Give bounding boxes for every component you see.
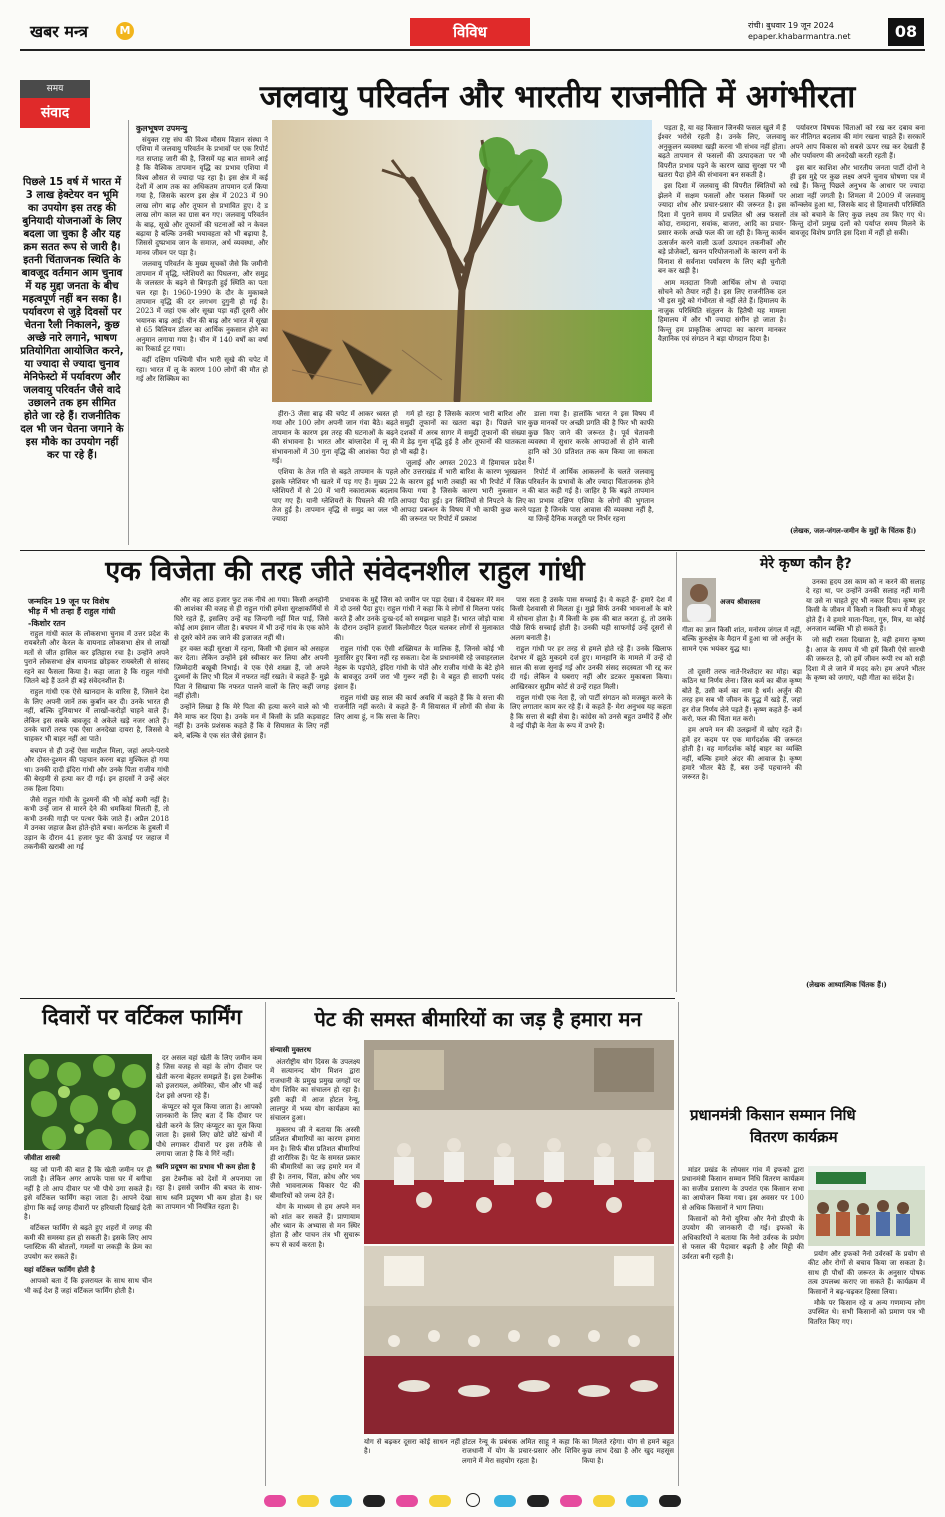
article6-col1 [682,1166,804,1486]
article6-headline-line1: प्रधानमंत्री किसान सम्मान निधि [690,1106,856,1124]
registration-dot [264,1495,286,1507]
article4-headline: दिवारों पर वर्टिकल फार्मिंग [42,1005,242,1029]
article4-col1 [24,1166,152,1486]
article1-para: इस बार काशिश और भारतीय जनता पार्टी दोनों ने ही इस मुद्दे पर कुछ लक्ष्य अपने चुनाव घोषणा पत्र में रखे हैं। किन्तु पिछले अनुभव के आधार पर ज्यादा आशा नहीं जगती है। शिमला में 2009 में जलवायु कॉन्क्लेव हुआ था, जिसके बाद से हिमालयी परिस्थिति तंत्र को बचाने के लिए कुछ लक्ष्य तय किए गए थे। किन्तु दोनों प्रमुख दलों को पर्याप्त समय मिलने के बावजूद विशेष प्रगति इस दिशा में नहीं हो सकी। [790,163,925,238]
article3-para: उनका हृदय उस काम को न करने की सलाह दे रहा था, पर उन्होंने उनकी सलाह नहीं मानी या उसे ना चाहते हुए भी नकार दिया। कृष्ण हर किसी के जीवन में किसी न किसी रूप में मौजूद होते हैं। वे हमारे माता-पिता, गुरु, मित्र, या कोई अनजान व्यक्ति भी हो सकते हैं। [806,578,925,634]
article3-intro: गीता का ज्ञान किसी शांत, मनोरम जंगल में नहीं, बल्कि कुरुक्षेत्र के मैदान में हुआ था जो अर्जुन के सामने एक भयंकर युद्ध था। [682,626,802,653]
article4-subhead: यहां वर्टिकल फार्मिंग होती है [24,1266,95,1275]
climate-tree-photo [272,120,652,402]
article1-para: रिपोर्ट में आर्थिक आकलनों के चलते जलवायु परिवर्तन के प्रभावों के और ज्यादा चिंताजनक होने की बात कही गई है। जाहिर है कि बढ़ते तापमान का प्रभाव दक्षिण एशिया के लोगों की भुगतान पड़ता है जिनके पास आवास की व्यवस्था नहीं है, या जिन्हें दैनिक मजदूरी पर निर्भर रहना [528,468,654,524]
author-photo [682,578,716,622]
article6-col2 [808,1250,925,1486]
article5-byline: संन्यासी मुक्तरथ [270,1046,311,1054]
article4-byline: जीवीता शास्त्री [24,1154,60,1162]
article2-para: प्रभावक के मुद्दें जिस को जमीन पर पड़ा देखा। वे देखकर मेरे मन में दो उनसे पैदा हुए। राहुल गांधी ने कहा कि वे लोगों से मिलना पसंद करते हैं और उनके दुःख-दर्द को समझना चाहते हैं। भारत जोड़ो यात्रा के दौरान उन्होंने हजारों किलोमीटर पैदल चलकर लोगों से मुलाकात की। [334,596,504,642]
samay-samvad-box [20,80,90,128]
article1-col2 [272,410,398,546]
article6-para: प्रयोग और इफको नैनो उर्वरकों के प्रयोग से कीट और रोगों से बचाव किया जा सकता है। साथ ही पौधों की जरूरत के अनुसार पोषक तत्व उपलब्ध कराए जा सकते हैं। कार्यक्रम में किसानों ने बढ़-चढ़कर हिस्सा लिया। [808,1250,925,1296]
article5-headline: पेट की समस्त बीमारियों का जड़ है हमारा मन [314,1007,642,1031]
article1-para: जलवायु परिवर्तन के मुख्य सूचकों जैसे कि जमीनी तापमान में वृद्धि, ग्लेशियरों का पिघलना, और समुद्र के जलस्तर के बढ़ने से बिगड़ती हुई स्थिति का पता चल रहा है। 1960-1990 के दौर के मुकाबले तापमान वृद्धि की दर लगभग दुगुनी हो गई है। 2023 में जहां एक ओर सूखा पड़ा वहीं दूसरी ओर भयानक बाढ़ आई। चीन की बाढ़ और भारत में सूखा से 65 बिलियन डॉलर का आर्थिक नुकसान होने का अनुमान लगाया गया है। चीन में 140 वर्षों का वर्षा का रिकार्ड टूट गया। [136,260,268,353]
article4-para: वर्टिकल फार्मिंग से बढ़ते हुए शहरों में जगह की कमी की समस्या हल हो सकती है। इसके लिए आप प्लास्टिक की बोतलों, गमलों या लकड़ी के फ्रेम का उपयोग कर सकते हैं। [24,1224,152,1261]
plants-wall-image [24,1054,152,1150]
article2-para: राहुल गांधी एक ऐसी शख्सियत के मालिक हैं, जिनसे कोई भी मुतासिर हुए बिना नहीं रह सकता। देश के प्रधानमंत्री रहे जवाहरलाल नेहरू के पड़पोते, इंदिरा गांधी के पोते और राजीव गांधी के बेटे होने के बावजूद उनमें जरा भी गुरूर नहीं है। वे बहुत ही सादगी पसंद इंसान हैं। [334,645,504,691]
article1-para: जुलाई और अगस्त 2023 में हिमाचल प्रदेश और उत्तराखंड में भारी बारिश के कारण भूस्खलन के कारण हुई भारी तबाही का भी रिपोर्ट में जिक्र किया गया है जिसके कारण भारी नुकसान न आपदा पैदा हुई। इन स्थितियों से निपटने के लिए आपदा प्रबन्धन के विषय में भी काफी कुछ करने की जरूरत पर रिपोर्ट में प्रकाश [400,459,526,524]
article1-para: हीरा-3 जैसा बाढ़ की चपेट में आकर ध्वस्त हो गया और 100 लोग अपनी जान गंवा बैठे। बढ़ते तापमान के कारण इस तरह की घटनाओं के बढ़ने की संभावना है। भारत और बांग्लादेश में लू की संभावनाओं में 30 गुना वृद्धि की आशंका पैदा हो गई। [272,410,398,466]
section-rule [20,998,675,999]
registration-crosshair-icon [466,1493,480,1507]
masthead-logo-icon: M [116,22,134,40]
registration-dot [396,1495,418,1507]
column-divider [128,120,129,545]
article6-para: मांडर प्रखंड के लोयसर गांव में इफको द्वारा प्रधानमंत्री किसान सम्मान निधि वितरण कार्यक्रम का सजीव प्रसारण के उपरांत एक किसान सभा का आयोजन किया गया। इस अवसर पर 100 से अधिक किसानों ने भाग लिया। [682,1166,804,1212]
article5-caption3: का मिलते रहेगा। योग से हमने बहुत कुछ लाभ देखा है और खुद महसूस किया है। [582,1438,674,1465]
article1-headline: जलवायु परिवर्तन और भारतीय राजनीति में अगंभीरता [259,79,856,115]
article2-byline: -किशोर रतन [28,619,66,628]
article2-col1 [24,630,169,995]
article1-col1 [136,136,268,546]
article3-para: तो दूसरी तरफ नाते-रिश्तेदार का मोह। बड़ा कठिन था निर्णय लेना। जिस कर्म का बीज कृष्ण बोते हैं, उसी कर्म का नाम है धर्म। अर्जुन की तरह हम सब भी जीवन के युद्ध में खड़े हैं, जहां हर रोज निर्णय लेने पड़ते हैं। कृष्ण कहते हैं- कर्म करो, फल की चिंता मत करो। [682,668,802,724]
article1-para: पर्यावरण विषयक चिंताओं को रख कर दबाव बना कर नीतिगत बदलाव की मांग रखना चाहते हैं। सरकारें अपने आप विकास को सबसे ऊपर रख कर देखती हैं और पर्यावरण की अनदेखी करती रहती हैं। [790,124,925,161]
article2-para: हर वक्त कड़ी सुरक्षा में रहना, किसी भी इंसान को असहज कर देता। लेकिन उन्होंने इसे स्वीकार कर लिया और अपनी जिम्मेदारी बखूबी निभाई। वे एक ऐसे शख्स हैं, जो अपने दुश्मनों के लिए भी दिल में नफरत नहीं रखते। वे कहते हैं- मुझे पिता ने सिखाया कि नफरत पालने वालों के लिए कहीं जगह नहीं होती। [174,645,329,701]
footer-color-bar [20,1492,925,1508]
yoga-photo-bottom [364,1246,674,1434]
dry-green-tree-image [272,120,652,402]
article1-col4 [528,410,654,546]
article6-headline-box [690,1104,925,1164]
article3-section: मेरे कृष्ण कौन है? [760,556,852,572]
farmers-gathering-image [808,1166,925,1246]
article4-para: दर असल वहां खेती के लिए जमीन कम है जिस वजह से वहां के लोग दीवार पर खेती करना बेहतर समझते हैं। इस टेक्नीक को इजरायल, अमेरिका, चीन और भी कई देश इसे अपना रहे हैं। [156,1054,262,1100]
article2-subhead: भीड़ में भी तन्हा हैं राहुल गांधी [28,607,116,616]
article2-headline: एक विजेता की तरह जीते संवेदनशील राहुल गांधी [105,556,585,587]
article1-byline: कुलभूषण उपमन्यु [136,123,188,133]
article2-para: राहुल गांधी काल के लोकसभा चुनाव में उत्तर प्रदेश के रायबरेली और केरल के वायनाड लोकसभा क्षेत्र से लाखों मतों से जीत हासिल कर इतिहास रचा है। उन्होंने अपने पुराने लोकसभा क्षेत्र वायनाड छोड़कर रायबरेली से सांसद रहने का फैसला किया है। कहा जाता है कि राहुल गांधी जितने बड़े हैं उतने ही बड़े संवेदनशील हैं। [24,630,169,686]
yoga-hall-image [364,1246,674,1434]
article2-kicker: जन्मदिन 19 जून पर विशेष [28,597,110,606]
article2-para: राहुल गांधी छह साल की कार्य अवधि में कहते हैं कि वे सत्ता की राजनीति नहीं करते। वे कहते हैं- मैं सियासत में लोगों की सेवा के लिए आया हूं, न कि सत्ता के लिए। [334,694,504,721]
article5-caption1: योग से बढ़कर दूसरा कोई साधन नहीं है। [364,1438,460,1456]
article5-caption2: होटल रेन्यू के प्रबंधक अमित साहू ने कहा कि राजधानी में योग के प्रचार-प्रसार और शिविर लगाने में मेरा सहयोग रहता है। [462,1438,580,1465]
article1-col6 [790,124,925,524]
masthead [20,18,925,54]
article4-para: आपको बता दें कि इजरायल के साथ साथ चीन भी कई देश हैं जहां वर्टिकल फार्मिंग होती है। [24,1277,152,1295]
date-line: रांची। बुधवार 19 जून 2024 [748,21,834,30]
article3-col2 [806,578,925,978]
registration-dot [363,1495,385,1507]
yoga-session-image [364,1040,674,1244]
article3-author-note: (लेखक आध्यात्मिक चिंतक हैं।) [806,980,887,989]
registration-dot [429,1495,451,1507]
article3-col1 [682,668,802,995]
article1-para: गर्म हो रहा है जिसके कारण भारी बारिश और समुद्री तूफानों का खतरा बढ़ा है। पिछले चार दशकों में अरब सागर में समुद्री तूफानों की संख्या में डेढ़ गुना वृद्धि हुई है और तूफानों की घातकता भी बढ़ी है। [400,410,526,456]
registration-dot [560,1495,582,1507]
registration-dot [527,1495,549,1507]
article1-col3 [400,410,526,546]
article2-col3 [334,596,504,995]
registration-dot [659,1495,681,1507]
yoga-photo-top [364,1040,674,1244]
registration-dot [297,1495,319,1507]
author-avatar-icon [682,578,716,622]
article5-para: अंतर्राष्ट्रीय योग दिवस के उपलक्ष्य में सत्यानन्द योग मिशन द्वारा राजधानी के प्रमुख प्रमुख जगहों पर योग शिविर का संचालन हो रहा है। इसी कड़ी में आज होटल रेन्यू, लालपुर में भव्य योग कार्यक्रम का संचालन हुआ। [270,1058,360,1123]
article6-para: मौके पर किसान रहे व अन्य गणमान्य लोग उपस्थित थे। सभी किसानों को प्रमाण पत्र भी वितरित किए गए। [808,1299,925,1326]
article1-para: पड़ता है, या वह किसान जिनकी फसल खुले में हैं ईश्वर भरोसे रहती है। उनके लिए, जलवायु अनुकूलन व्यवस्था खड़ी करना भी संभव नहीं होता। बढ़ते तापमान से फसलों की उत्पादकता पर भी विपरीत प्रभाव पड़ने के कारण खाद्य सुरक्षा पर भी खतरा पैदा होने की संभावना बन सकती है। [658,124,786,180]
article2-para: राहुल गांधी एक नेता हैं, जो पार्टी संगठन को मजबूत करने के लिए लगातार काम कर रहे हैं। वे कहते हैं- मेरा अनुभव यह कहता है कि सत्ता से बड़ी सेवा है। कांग्रेस को उनसे बहुत उम्मीदें हैं और वे नई पीढ़ी के नेता के रूप में उभरे हैं। [510,694,672,731]
article4-para: इस टेक्नीक को देशों में अपनाया जा रहा है। इससे जमीन की बचत के साथ-साथ ध्वनि प्रदूषण भी कम होता है। घर का तापमान भी नियंत्रित रहता है। [156,1174,262,1212]
registration-dot [330,1495,352,1507]
article2-para: उन्होंने लिखा है कि मेरे पिता की हत्या करने वाले को भी मैंने माफ कर दिया है। उनके मन में किसी के प्रति कड़वाहट नहीं है। उनके प्रशंसक कहते हैं कि वे सियासत के लिए नहीं बने, बल्कि वे एक संत जैसे इंसान हैं। [174,703,329,740]
article1-para: इस दिशा में जलवायु की विपरीत स्थितियों को झेलने में सक्षम फसलों और फसल किस्मों पर ज्यादा शोध और प्रचार-प्रसार की जरूरत है। इस दिशा में पुराने समय में प्रचलित श्री अन्न फसलों कोदा, रामदाना, सवांक, बाजरा, आदि का प्रचार-प्रसार करके अच्छे फल की जा रही है। किन्तु कार्बन उत्सर्जन करने वाली ऊर्जा उत्पादन तकनीकों और बड़े प्रोजेक्टों, खनन परियोजनाओं के कारण वनों के विनाश से सर्वनाश पर्यावरण के लिए बड़ी चुनौती बन कर खड़ी है। [658,182,786,276]
article6-headline-line2: वितरण कार्यक्रम [750,1128,838,1146]
section-label: विविध [410,18,530,46]
article1-col5 [658,124,786,546]
article2-para: जैसे राहुल गांधी के दुश्मनों की भी कोई कमी नहीं है। कभी उन्हें जान से मारने देने की धमकियां मिलती हैं, तो कभी उनकी गाड़ी पर पत्थर फेंके जाते हैं। अप्रैल 2018 में उनका जहाज क्रैश होते-होते बचा। कर्नाटक के हुबली में उड़ान के दौरान 41 हजार फुट की ऊंचाई पर जहाज में तकनीकी खराबी आ गई [24,795,169,851]
article3-para: जो सही रास्ता दिखाता है, वही हमारा कृष्ण है। आज के समय में भी हमें किसी ऐसे सारथी की जरूरत है, जो हमें जीवन रूपी रथ को सही दिशा में ले जाने में मदद करे। हम अपने भीतर के कृष्ण को जगाएं, यही गीता का संदेश है। [806,636,925,683]
section-rule [20,550,925,551]
website: epaper.khabarmantra.net [748,32,851,41]
page-number: 08 [888,18,924,46]
article5-col1 [270,1058,360,1486]
column-divider [676,552,677,992]
article4-para: यह जो पानी की बात है कि खेती जमीन पर ही जाती है। लेकिन अगर आपके पास घर में बगीचा नहीं है तो आप दीवार पर भी पौधे उगा सकते हैं। इसे वर्टिकल फार्मिंग कहा जाता है। आपने देखा होगा कि कई जगह दीवारों पर हरियाली दिखाई देती है। [24,1166,152,1222]
column-divider [265,1002,266,1486]
article2-para: राहुल गांधी एक ऐसे खानदान के वारिस हैं, जिसने देश के लिए अपनी जानें तक कुर्बान कर दी। उनके भारत ही नहीं, बल्कि दुनियाभर में लाखों-करोड़ों चाहने वाले हैं। लेकिन इस सबके बावजूद वे अकेले खड़े नजर आते हैं। उनके चारों तरफ एक ऐसा अनदेखा दायरा है, जिससे वे चाहकर भी बाहर नहीं आ पाते। [24,688,169,744]
registration-dot [626,1495,648,1507]
article1-para: डाला गया है। हालांकि भारत ने इस विषय में कुछ मानकों पर अच्छी प्रगति की है फिर भी काफी कुछ किए जाने की जरूरत है। पूर्व चेतावनी व्यवस्था में सुधार करके आपदाओं से होने वाली हानि को 30 प्रतिशत तक कम किया जा सकता है। [528,410,654,466]
article2-para: राहुल गांधी पर हर तरह से हमले होते रहे हैं। उनके खिलाफ देशभर में झूठे मुकदमे दर्ज हुए। मानहानि के मामले में उन्हें दो साल की सजा सुनाई गई और उनकी संसद सदस्यता भी रद्द कर दी गई। लेकिन वे घबराए नहीं और डटकर मुकाबला किया। आखिरकार सुप्रीम कोर्ट से उन्हें राहत मिली। [510,645,672,691]
article5-para: मुक्तरथ जी ने बताया कि अस्सी प्रतिशत बीमारियों का कारण हमारा मन है। सिर्फ बीस प्रतिशत बीमारियां ही शारीरिक हैं। पेट के समस्त प्रकार की बीमारियों का जड़ हमारे मन में ही है। तनाव, चिंता, क्रोध और भय जैसे भावनात्मक विकार पेट की बीमारियों को जन्म देते हैं। [270,1125,360,1200]
article2-para: बचपन से ही उन्हें ऐसा माहौल मिला, जहां अपने-पराये और दोस्त-दुश्मन की पहचान करना बड़ा मुश्किल हो गया था। उनकी दादी इंदिरा गांधी और उनके पिता राजीव गांधी की बेरहमी से हत्या कर दी गई। इन हादसों ने उन्हें अंदर तक हिला दिया। [24,746,169,793]
article1-para: आम मतदाता निजी आर्थिक लोभ से ज्यादा सोचने को तैयार नहीं है। इस लिए राजनीतिक दल भी इस मुद्दे को गंभीरता से नहीं लेते हैं। हिमालय के नाजुक परिस्थिति संतुलन के हितैषी यह मामला हिमालय में और भी ज्यादा संगीन हो जाता है। किन्तु हम प्राकृतिक आपदा का कारण मानकर वैज्ञानिक एवं संगठन ने बड़ा योगदान दिया है। [658,278,786,343]
masthead-rule [20,49,925,51]
article5-para: योग के माध्यम से हम अपने मन को शांत कर सकते हैं। प्राणायाम और ध्यान के अभ्यास से मन स्थिर होता है और पाचन तंत्र भी सुचारू रूप से कार्य करता है। [270,1203,360,1249]
article4-col2 [156,1054,262,1486]
article2-col2 [174,596,329,995]
vertical-farm-photo [24,1054,152,1150]
article4-subhead: ध्वनि प्रदूषण का प्रभाव भी कम होता है [156,1163,256,1172]
article1-para: एशिया के तेज गति से बढ़ते तापमान के पहले इसके ग्लेशियर भी खतरे में पड़ गए हैं। मुख्य 22 ग्लेशियरों में से 20 में भारी नकारात्मक बदलाव पाए गए हैं। यानी ग्लेशियरों के पिघलने की गति तेज हुई है। तापमान वृद्धि से समुद्र का जल भी ज्यादा [272,468,398,524]
article6-para: किसानों को नैनो यूरिया और नैनो डीएपी के उपयोग की जानकारी दी गई। इफको के अधिकारियों ने बताया कि नैनो उर्वरक के प्रयोग से फसल की पैदावार बढ़ती है और मिट्टी की उर्वरता बनी रहती है। [682,1215,804,1261]
samay-label: समय [20,80,90,98]
pullquote: पिछले 15 वर्ष में भारत में 3 लाख हेक्टेयर वन भूमि का उपयोग इस तरह की बुनियादी योजनाओं के लिए बदला जा चुका है और यह क्रम सतत रूप से जारी है। इतनी चिंताजनक स्थिति के बावजूद वर्तमान आम चुनाव में यह मुद्दा जनता के बीच महत्वपूर्ण नहीं बन सका है। पर्यावरण से जुड़े दिवसों पर चेतना रैली निकालने, कुछ अच्छे नारे लगाने, भाषण प्रतियोगिता आयोजित करने, या ज्यादा से ज्यादा चुनाव मेनिफेस्टो में पर्यावरण और जलवायु परिवर्तन जैसे वादे उछालने तक हम सीमित होते जा रहे हैं। राजनीतिक दल भी जन चेतना जगाने के इस मौके का उपयोग नहीं कर पा रहे हैं। [20,177,124,461]
article2-para: पास सता है उसके पास सच्चाई है। वे कहते हैं- हमारे देश में किसी देशवासी से मिलता हूं। मुझे सिर्फ उनकी भावनाओं के बारे में सोचना होता है। मैं किसी के हक की बात करता हूं, तो उसके पीछे सिर्फ सच्चाई होती है। उनकी यही साफगोई उन्हें दूसरों से अलग बनाती है। [510,596,672,642]
article4-para: कंप्यूटर को यूज किया जाता है। आपको जानकारी के लिए बता दें कि दीवार पर खेती करने के लिए कंप्यूटर का यूज किया जाता है। इससे लिए छोटे छोटे खंभों में पौधे लगाकर दीवारों पर इस तरीके से लगाया जाता है कि वे गिरें नहीं। [156,1103,262,1159]
masthead-brand: खबर मन्त्र [30,22,88,41]
article2-col4 [510,596,672,995]
column-divider [678,1002,679,1486]
kisan-photo [808,1166,925,1246]
registration-dot [593,1495,615,1507]
registration-dot [494,1495,516,1507]
article2-para: और वह आठ हजार फुट तक नीचे आ गया। किसी अनहोनी की आशंका की वजह से ही राहुल गांधी हमेशा सुरक्षाकर्मियों से घिरे रहते हैं, इसलिए उन्हें वह जिन्दगी नहीं मिल पाई, जिसे कोई आम इंसान जीता है। बचपन में भी उन्हें गांव के एक कोने से दूसरे कोने तक जाने की इजाजत नहीं थी। [174,596,329,642]
article1-para: वहीं दक्षिण पश्चिमी चीन भारी सूखे की चपेट में रहा। भारत में लू के कारण 100 लोगों की मौत हो गई और सिक्किम का [136,356,268,384]
article3-para: हम अपने मन की उलझनों में खोए रहते हैं। हमें हर कदम पर एक मार्गदर्शक की जरूरत होती है। वह मार्गदर्शक कोई बाहर का व्यक्ति नहीं, बल्कि हमारे अंदर की आवाज है। कृष्ण हमारे भीतर बैठे हैं, बस उन्हें पहचानने की जरूरत है। [682,726,802,782]
article1-para: संयुक्त राष्ट्र संघ की विश्व मौसम विज्ञान संस्था ने एशिया में जलवायु परिवर्तन के प्रभावों पर एक रिपोर्ट गत सप्ताह जारी की है, जिसमें यह बात सामने आई है कि वैश्विक तापमान वृद्धि का प्रभाव एशिया में विश्व औसत से ज्यादा पड़ रहा है। इस क्षेत्र में कई देशों में आम तक का अधिकतम तापमान दर्ज किया गया है, जिसके कारण इस क्षेत्र में 2023 में 90 लाख लोग बाढ़ और तूफान से प्रभावित हुए। दे ड लाख लोग काल का ग्रास बन गए। जलवायु परिवर्तन के बाढ़, सूखे और तूफानों की घटनाओं को न केवल बढ़ाया है बल्कि उनकी भयावहता को भी बढ़ाया है, जिससे दुष्प्रभाव जान के समाज, अर्थ व्यवस्था, और मानव जीवन पर पड़ा है। [136,136,268,257]
article3-byline: अजय श्रीवास्तव [720,598,761,606]
samvad-label: संवाद [20,98,90,128]
article1-author-note: (लेखक, जल-जंगल-जमीन के मुद्दों के चिंतक हैं।) [790,526,917,535]
